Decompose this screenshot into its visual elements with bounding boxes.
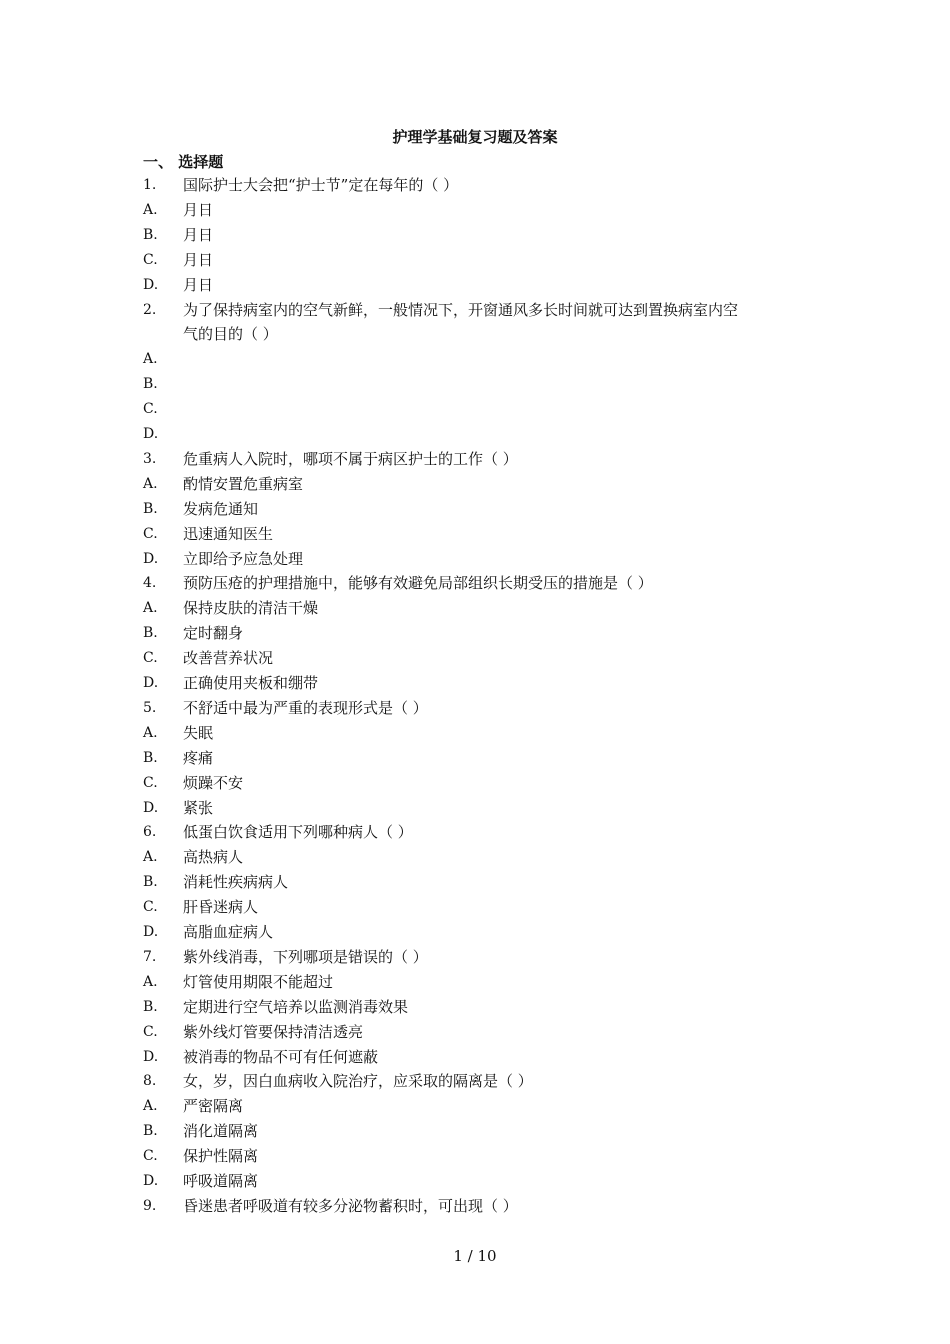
- option-label: A.: [143, 475, 158, 492]
- question-text: 不舒适中最为严重的表现形式是（ ）: [183, 698, 428, 717]
- option-text: 紫外线灯管要保持清洁透亮: [183, 1022, 364, 1041]
- question-text: 低蛋白饮食适用下列哪种病人（ ）: [183, 823, 413, 842]
- question-line: [143, 945, 823, 969]
- option-text: 呼吸道隔离: [183, 1172, 259, 1190]
- option-line: [143, 198, 823, 222]
- option-text: 消耗性疾病病人: [183, 873, 289, 892]
- question-text: 为了保持病室内的空气新鲜，一般情况下，开窗通风多长时间就可达到置换病室内空: [183, 300, 739, 319]
- question-line: [143, 1069, 823, 1093]
- option-label: B.: [143, 226, 158, 243]
- option-label: D.: [143, 276, 159, 293]
- option-label: B.: [143, 625, 158, 642]
- question-number: 9.: [143, 1197, 157, 1214]
- option-label: D.: [143, 675, 159, 691]
- option-label: C.: [143, 774, 158, 791]
- option-label: A.: [143, 724, 158, 741]
- option-text: 酌情安置危重病室: [183, 474, 304, 493]
- option-line: [143, 920, 823, 944]
- option-text: 月日: [183, 275, 214, 294]
- option-label: C.: [143, 251, 158, 268]
- option-label: D.: [143, 550, 159, 567]
- option-label: B.: [143, 1123, 158, 1140]
- option-line: [143, 995, 823, 1019]
- option-line: [143, 472, 823, 496]
- option-text: 严密隔离: [183, 1097, 244, 1116]
- option-line: [143, 372, 823, 396]
- option-line: [143, 1119, 823, 1143]
- question-line: [143, 820, 823, 844]
- option-text: 失眠: [183, 723, 214, 742]
- option-label: A.: [143, 201, 158, 218]
- section-heading: 一、 选择题: [143, 153, 224, 171]
- option-label: D.: [143, 426, 159, 442]
- option-label: C.: [143, 650, 158, 667]
- option-label: B.: [143, 874, 158, 891]
- page-number: 1 / 10: [453, 1247, 497, 1265]
- option-text: 肝昏迷病人: [183, 898, 259, 917]
- option-text: 定时翻身: [183, 624, 244, 643]
- option-line: [143, 1169, 823, 1193]
- question-number: 2.: [143, 301, 157, 318]
- question-number: 6.: [143, 824, 157, 841]
- question-text: 国际护士大会把“护士节”定在每年的（ ）: [183, 176, 459, 194]
- option-line: [143, 273, 823, 297]
- option-line: [143, 671, 823, 695]
- question-line: [143, 696, 823, 720]
- option-line: [143, 870, 823, 894]
- option-label: C.: [143, 1148, 158, 1165]
- option-line: [143, 1045, 823, 1069]
- option-label: A.: [143, 351, 158, 368]
- option-text: 气的目的（ ）: [183, 325, 278, 344]
- option-text: 被消毒的物品不可有任何遮蔽: [183, 1047, 379, 1066]
- option-text: 迅速通知医生: [183, 524, 274, 543]
- option-line: [143, 845, 823, 869]
- continuation-line: [143, 322, 823, 346]
- option-text: 保护性隔离: [183, 1147, 259, 1166]
- option-line: [143, 522, 823, 546]
- option-label: C.: [143, 525, 158, 542]
- question-text: 预防压疮的护理措施中，能够有效避免局部组织长期受压的措施是（ ）: [183, 574, 653, 593]
- option-label: B.: [143, 376, 158, 393]
- option-line: [143, 547, 823, 571]
- question-text: 昏迷患者呼吸道有较多分泌物蓄积时，可出现（ ）: [183, 1196, 518, 1215]
- option-line: [143, 397, 823, 421]
- option-text: 高脂血症病人: [183, 923, 274, 941]
- option-text: 灯管使用期限不能超过: [183, 972, 334, 991]
- option-label: B.: [143, 998, 158, 1015]
- option-text: 消化道隔离: [183, 1122, 259, 1141]
- question-line: [143, 173, 823, 197]
- option-line: [143, 497, 823, 521]
- option-label: A.: [143, 849, 158, 866]
- option-label: D.: [143, 1048, 159, 1065]
- option-line: [143, 422, 823, 446]
- option-line: [143, 621, 823, 645]
- option-line: [143, 895, 823, 919]
- option-label: C.: [143, 899, 158, 916]
- option-text: 发病危通知: [183, 499, 259, 518]
- option-text: 定期进行空气培养以监测消毒效果: [183, 997, 409, 1016]
- option-line: [143, 248, 823, 272]
- option-line: [143, 796, 823, 820]
- question-line: [143, 298, 823, 322]
- option-text: 正确使用夹板和绷带: [183, 674, 319, 692]
- question-number: 1.: [143, 177, 157, 193]
- option-label: C.: [143, 401, 158, 418]
- option-line: [143, 223, 823, 247]
- option-line: [143, 646, 823, 670]
- option-line: [143, 1144, 823, 1168]
- option-line: [143, 970, 823, 994]
- option-text: 高热病人: [183, 848, 244, 867]
- question-text: 危重病人入院时，哪项不属于病区护士的工作（ ）: [183, 449, 518, 468]
- option-line: [143, 347, 823, 371]
- option-text: 月日: [183, 225, 214, 244]
- option-text: 改善营养状况: [183, 649, 274, 668]
- option-line: [143, 746, 823, 770]
- option-label: A.: [143, 600, 158, 617]
- option-label: B.: [143, 500, 158, 517]
- option-text: 立即给予应急处理: [183, 549, 304, 568]
- document-title: 护理学基础复习题及答案: [392, 128, 558, 146]
- question-text: 紫外线消毒，下列哪项是错误的（ ）: [183, 947, 428, 966]
- option-label: A.: [143, 1098, 158, 1115]
- option-line: [143, 721, 823, 745]
- question-number: 3.: [143, 450, 157, 467]
- option-label: C.: [143, 1023, 158, 1040]
- option-line: [143, 596, 823, 620]
- question-number: 7.: [143, 948, 157, 965]
- question-number: 5.: [143, 699, 157, 716]
- option-text: 烦躁不安: [183, 773, 244, 792]
- option-text: 紧张: [183, 798, 214, 817]
- question-number: 8.: [143, 1073, 157, 1090]
- option-line: [143, 771, 823, 795]
- option-text: 月日: [183, 200, 214, 219]
- question-number: 4.: [143, 575, 157, 592]
- option-line: [143, 1020, 823, 1044]
- question-line: [143, 447, 823, 471]
- option-label: D.: [143, 799, 159, 816]
- option-label: B.: [143, 749, 158, 766]
- question-line: [143, 571, 823, 595]
- option-text: 月日: [183, 250, 214, 269]
- option-line: [143, 1094, 823, 1118]
- option-label: D.: [143, 1173, 159, 1189]
- option-text: 保持皮肤的清洁干燥: [183, 599, 319, 618]
- question-line: [143, 1194, 823, 1218]
- option-label: A.: [143, 973, 158, 990]
- option-label: D.: [143, 924, 159, 940]
- option-text: 疼痛: [183, 748, 214, 767]
- question-text: 女，岁，因白血病收入院治疗，应采取的隔离是（ ）: [183, 1072, 533, 1091]
